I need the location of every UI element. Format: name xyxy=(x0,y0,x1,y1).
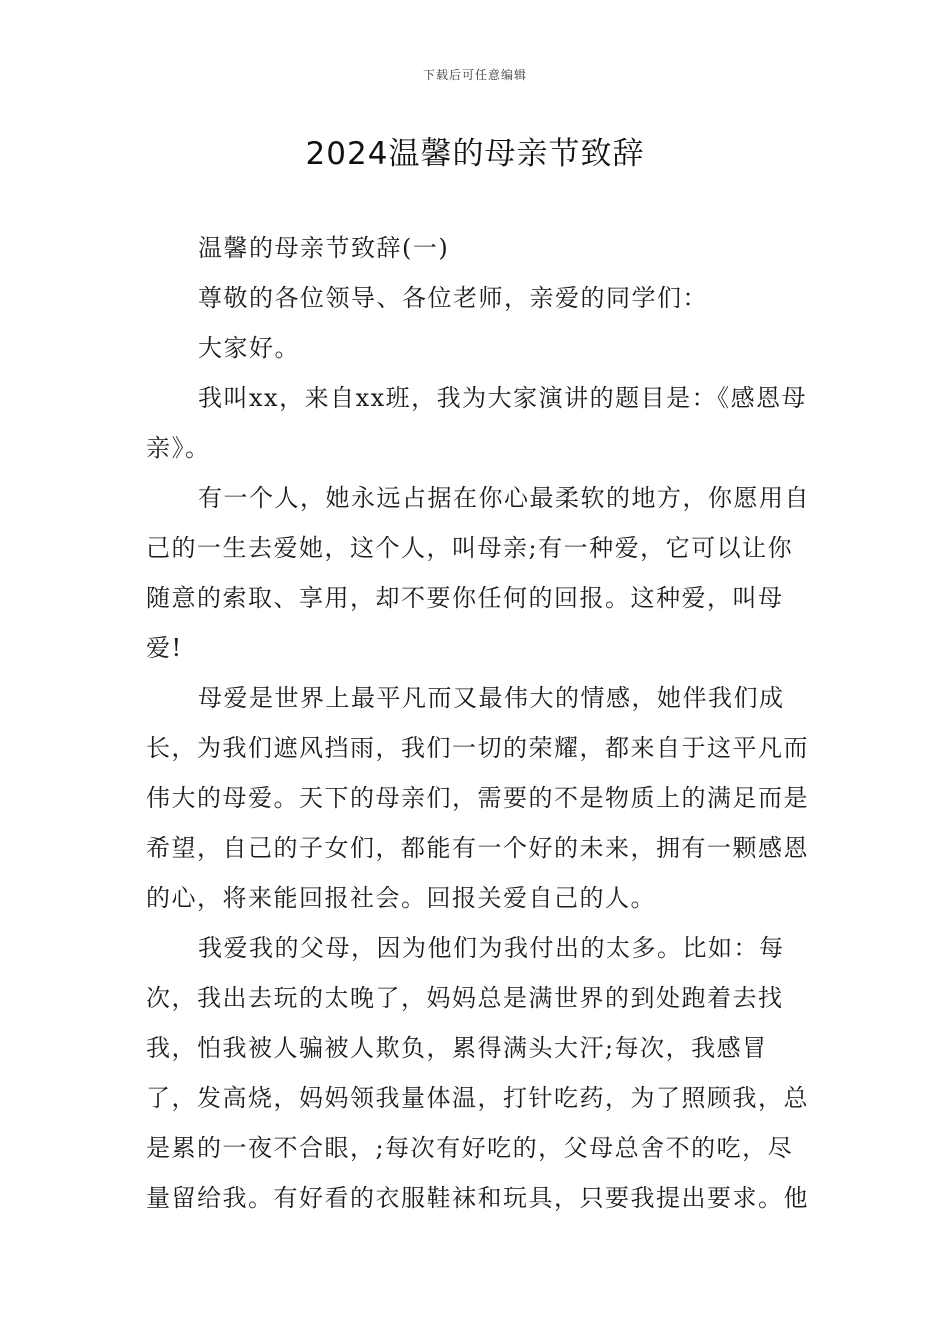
paragraph: 我爱我的父母，因为他们为我付出的太多。比如：每次，我出去玩的太晚了，妈妈总是满世界的到处跑着去找我，怕我被人骗被人欺负，累得满头大汗;每次，我感冒了，发高烧，妈妈领我量体温，打针吃药，为了照顾我，总是累的一夜不合眼，;每次有好吃的，父母总舍不的吃，尽量留给我。有好看的衣服鞋袜和玩具，只要我提出要求。他 xyxy=(146,934,809,1212)
document-body xyxy=(146,223,816,1223)
paragraph: 我叫xx，来自xx班，我为大家演讲的题目是：《感恩母亲》。 xyxy=(146,384,808,462)
greeting-hello: 大家好。 xyxy=(198,334,300,362)
header-note: 下载后可任意编辑 xyxy=(422,68,527,82)
paragraph: 母爱是世界上最平凡而又最伟大的情感，她伴我们成长，为我们遮风挡雨，我们一切的荣耀，都来自于这平凡而伟大的母爱。天下的母亲们，需要的不是物质上的满足而是希望，自己的子女们，都能有一个好的未来，拥有一颗感恩的心，将来能回报社会。回报关爱自己的人。 xyxy=(146,684,809,912)
greeting-line: 尊敬的各位领导、各位老师，亲爱的同学们： xyxy=(198,284,708,312)
document-title: 2024温馨的母亲节致辞 xyxy=(305,136,645,172)
paragraph: 有一个人，她永远占据在你心最柔软的地方，你愿用自己的一生去爱她，这个人，叫母亲;有一种爱，它可以让你随意的索取、享用，却不要你任何的回报。这种爱，叫母爱! xyxy=(146,484,810,662)
section-heading: 温馨的母亲节致辞(一) xyxy=(198,234,450,262)
